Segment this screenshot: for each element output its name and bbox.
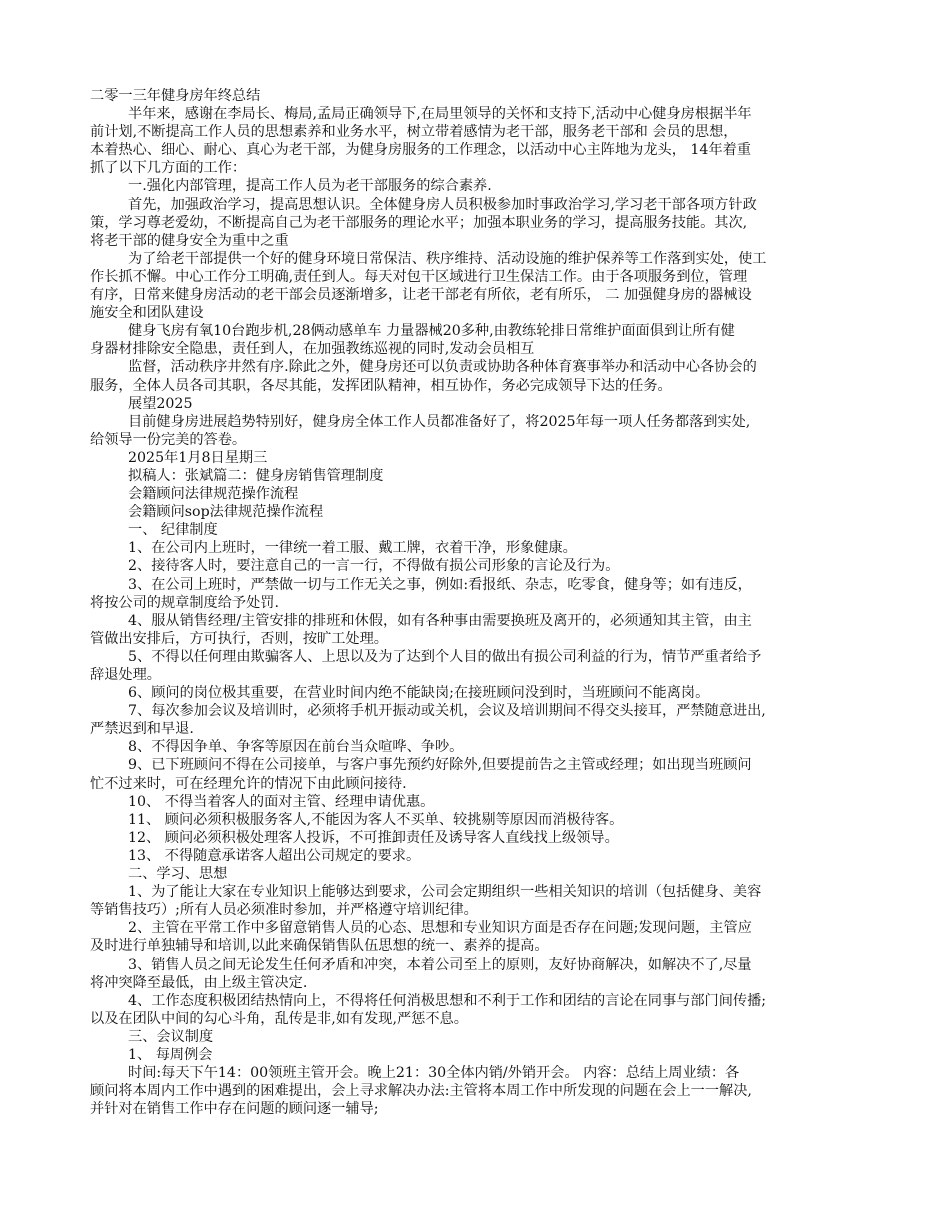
text-line: 将按公司的规章制度给予处罚. (90, 594, 279, 611)
text-line: 11、 顾问必须积极服务客人,不能因为客人不买单、较挑剔等原因而消极待客。 (128, 811, 624, 828)
text-line: 3、销售人员之间无论发生任何矛盾和冲突，本着公司至上的原则，友好协商解决，如解决不了,尽量 (128, 956, 752, 973)
text-line: 作长抓不懈。中心工作分工明确,责任到人。每天对包干区域进行卫生保洁工作。由于各项服务到位，管理 (90, 268, 748, 285)
text-line: 三、会议制度 (128, 1028, 214, 1045)
text-line: 二、学习、思想 (128, 866, 228, 883)
text-line: 有序，日常来健身房活动的老干部会员逐渐增多，让老干部老有所依，老有所乐， 二 加强健身房的器械设 (90, 287, 752, 304)
text-line: 及时进行单独辅导和培训,以此来确保销售队伍思想的统一、素养的提高。 (90, 938, 549, 955)
text-line: 施安全和团队建设 (90, 305, 204, 322)
document-title: 二零一三年健身房年终总结 (90, 88, 261, 104)
text-line: 拟稿人：张斌篇二：健身房销售管理制度 (128, 467, 384, 484)
text-line: 5、不得以任何理由欺骗客人、上思以及为了达到个人目的做出有损公司利益的行为，情节严重者给予 (128, 648, 762, 665)
text-line: 1、 每周例会 (128, 1046, 213, 1063)
text-line: 1、在公司内上班时，一律统一着工服、戴工牌，衣着干净，形象健康。 (128, 540, 577, 557)
text-line: 一、 纪律制度 (128, 522, 218, 539)
text-line: 8、不得因争单、争客等原因在前台当众喧哗、争吵。 (128, 739, 464, 756)
text-line: 6、顾问的岗位极其重要，在营业时间内绝不能缺岗;在接班顾问没到时，当班顾问不能离岗。 (128, 685, 710, 702)
text-line: 严禁迟到和早退. (90, 721, 194, 738)
text-line: 时间:每天下午14：00领班主管开会。晚上21：30全体内销/外销开会。 内容：总结上周业绩：各 (128, 1065, 740, 1082)
text-line: 将冲突降至最低，由上级主管决定. (90, 974, 308, 991)
text-line: 顾问将本周内工作中遇到的困难提出，会上寻求解决办法:主管将本周工作中所发现的问题在会上一一解决, (90, 1083, 752, 1100)
text-line: 一.强化内部管理，提高工作人员为老干部服务的综合素养. (128, 178, 492, 195)
text-line: 将老干部的健身安全为重中之重 (90, 232, 289, 249)
text-line: 前计划,不断提高工作人员的思想素养和业务水平，树立带着感情为老干部，服务老干部和 会员的思想， (90, 124, 738, 141)
text-line: 抓了以下几方面的工作： (90, 160, 247, 177)
text-line: 2、接待客人时，要注意自己的一言一行，不得做有损公司形象的言论及行为。 (128, 558, 620, 575)
text-line: 展望2025 (128, 395, 193, 412)
text-line: 监督，活动秩序井然有序.除此之外，健身房还可以负责或协助各种体育赛事举办和活动中心各协会的 (128, 359, 757, 376)
text-line: 4、工作态度积极团结热情向上，不得将任何消极思想和不利于工作和团结的言论在同事与部门间传播; (128, 992, 767, 1009)
text-line: 给领导一份完美的答卷。 (90, 431, 247, 448)
text-line: 管做出安排后，方可执行，否则，按旷工处理。 (90, 630, 388, 647)
text-line: 并针对在销售工作中存在问题的顾问逐一辅导; (90, 1101, 379, 1118)
text-line: 3、在公司上班时，严禁做一切与工作无关之事，例如:看报纸、杂志，吃零食，健身等；如有违反， (128, 576, 752, 593)
text-line: 忙不过来时，可在经理允许的情况下由此顾问接待. (90, 775, 407, 792)
text-line: 辞退处理。 (90, 667, 161, 683)
text-line: 健身飞房有氧10台跑步机,28俩动感单车 力量器械20多种,由教练轮排日常维护面面俱到让所有健 (128, 323, 735, 340)
text-line: 会籍顾问法律规范操作流程 (128, 486, 299, 503)
text-line: 13、 不得随意承诺客人超出公司规定的要求。 (128, 847, 421, 864)
text-line: 目前健身房进展趋势特别好，健身房全体工作人员都准备好了，将2025年每一项人任务都落到实处, (128, 413, 751, 430)
text-line: 等销售技巧）;所有人员必须准时参加，并严格遵守培训纪律。 (90, 902, 478, 919)
text-line: 10、 不得当着客人的面对主管、经理申请优惠。 (128, 793, 435, 810)
text-line: 12、 顾问必须积极处理客人投诉，不可推卸责任及诱导客人直线找上级领导。 (128, 829, 619, 846)
text-line: 策，学习尊老爱幼，不断提高自己为老干部服务的理论水平；加强本职业务的学习，提高服务技能。其次, (90, 214, 748, 231)
text-line: 为了给老干部提供一个好的健身环境日常保洁、秩序维持、活动设施的维护保养等工作落到实处，使工 (128, 250, 767, 267)
text-line: 服务，全体人员各司其职，各尽其能，发挥团队精神，相互协作，务必完成领导下达的任务。 (90, 377, 672, 394)
text-line: 以及在团队中间的勾心斗角，乱传是非,如有发现,严惩不息。 (90, 1010, 468, 1027)
text-line: 1、为了能让大家在专业知识上能够达到要求，公司会定期组织一些相关知识的培训（包括健身、美容 (128, 884, 762, 901)
text-line: 2、主管在平常工作中多留意销售人员的心态、思想和专业知识方面是否存在问题;发现问题，主管应 (128, 920, 752, 937)
text-line: 7、每次参加会议及培训时，必须将手机开振动或关机，会议及培训期间不得交头接耳，严禁随意进出, (128, 703, 766, 720)
text-line: 本着热心、细心、耐心、真心为老干部，为健身房服务的工作理念，以活动中心主阵地为龙头， 14年着重 (90, 142, 752, 159)
text-line: 9、已下班顾问不得在公司接单，与客户事先预约好除外,但要提前告之主管或经理；如出现当班顾问 (128, 757, 752, 774)
text-line: 2025年1月8日星期三 (128, 449, 268, 466)
text-line: 半年来，感谢在李局长、梅局,孟局正确领导下,在局里领导的关怀和支持下,活动中心健身房根据半年 (128, 106, 752, 123)
text-line: 首先，加强政治学习，提高思想认识。全体健身房人员积极参加时事政治学习,学习老干部各项方针政 (128, 196, 757, 213)
text-line: 身器材排除安全隐患，责任到人，在加强教练巡视的同时,发动会员相互 (90, 341, 535, 358)
document-body (90, 87, 860, 1118)
text-line: 4、服从销售经理/主管安排的排班和休假，如有各种事由需要换班及离开的，必须通知其主管，由主 (128, 612, 752, 629)
text-line: 会籍顾问sop法律规范操作流程 (128, 504, 324, 521)
